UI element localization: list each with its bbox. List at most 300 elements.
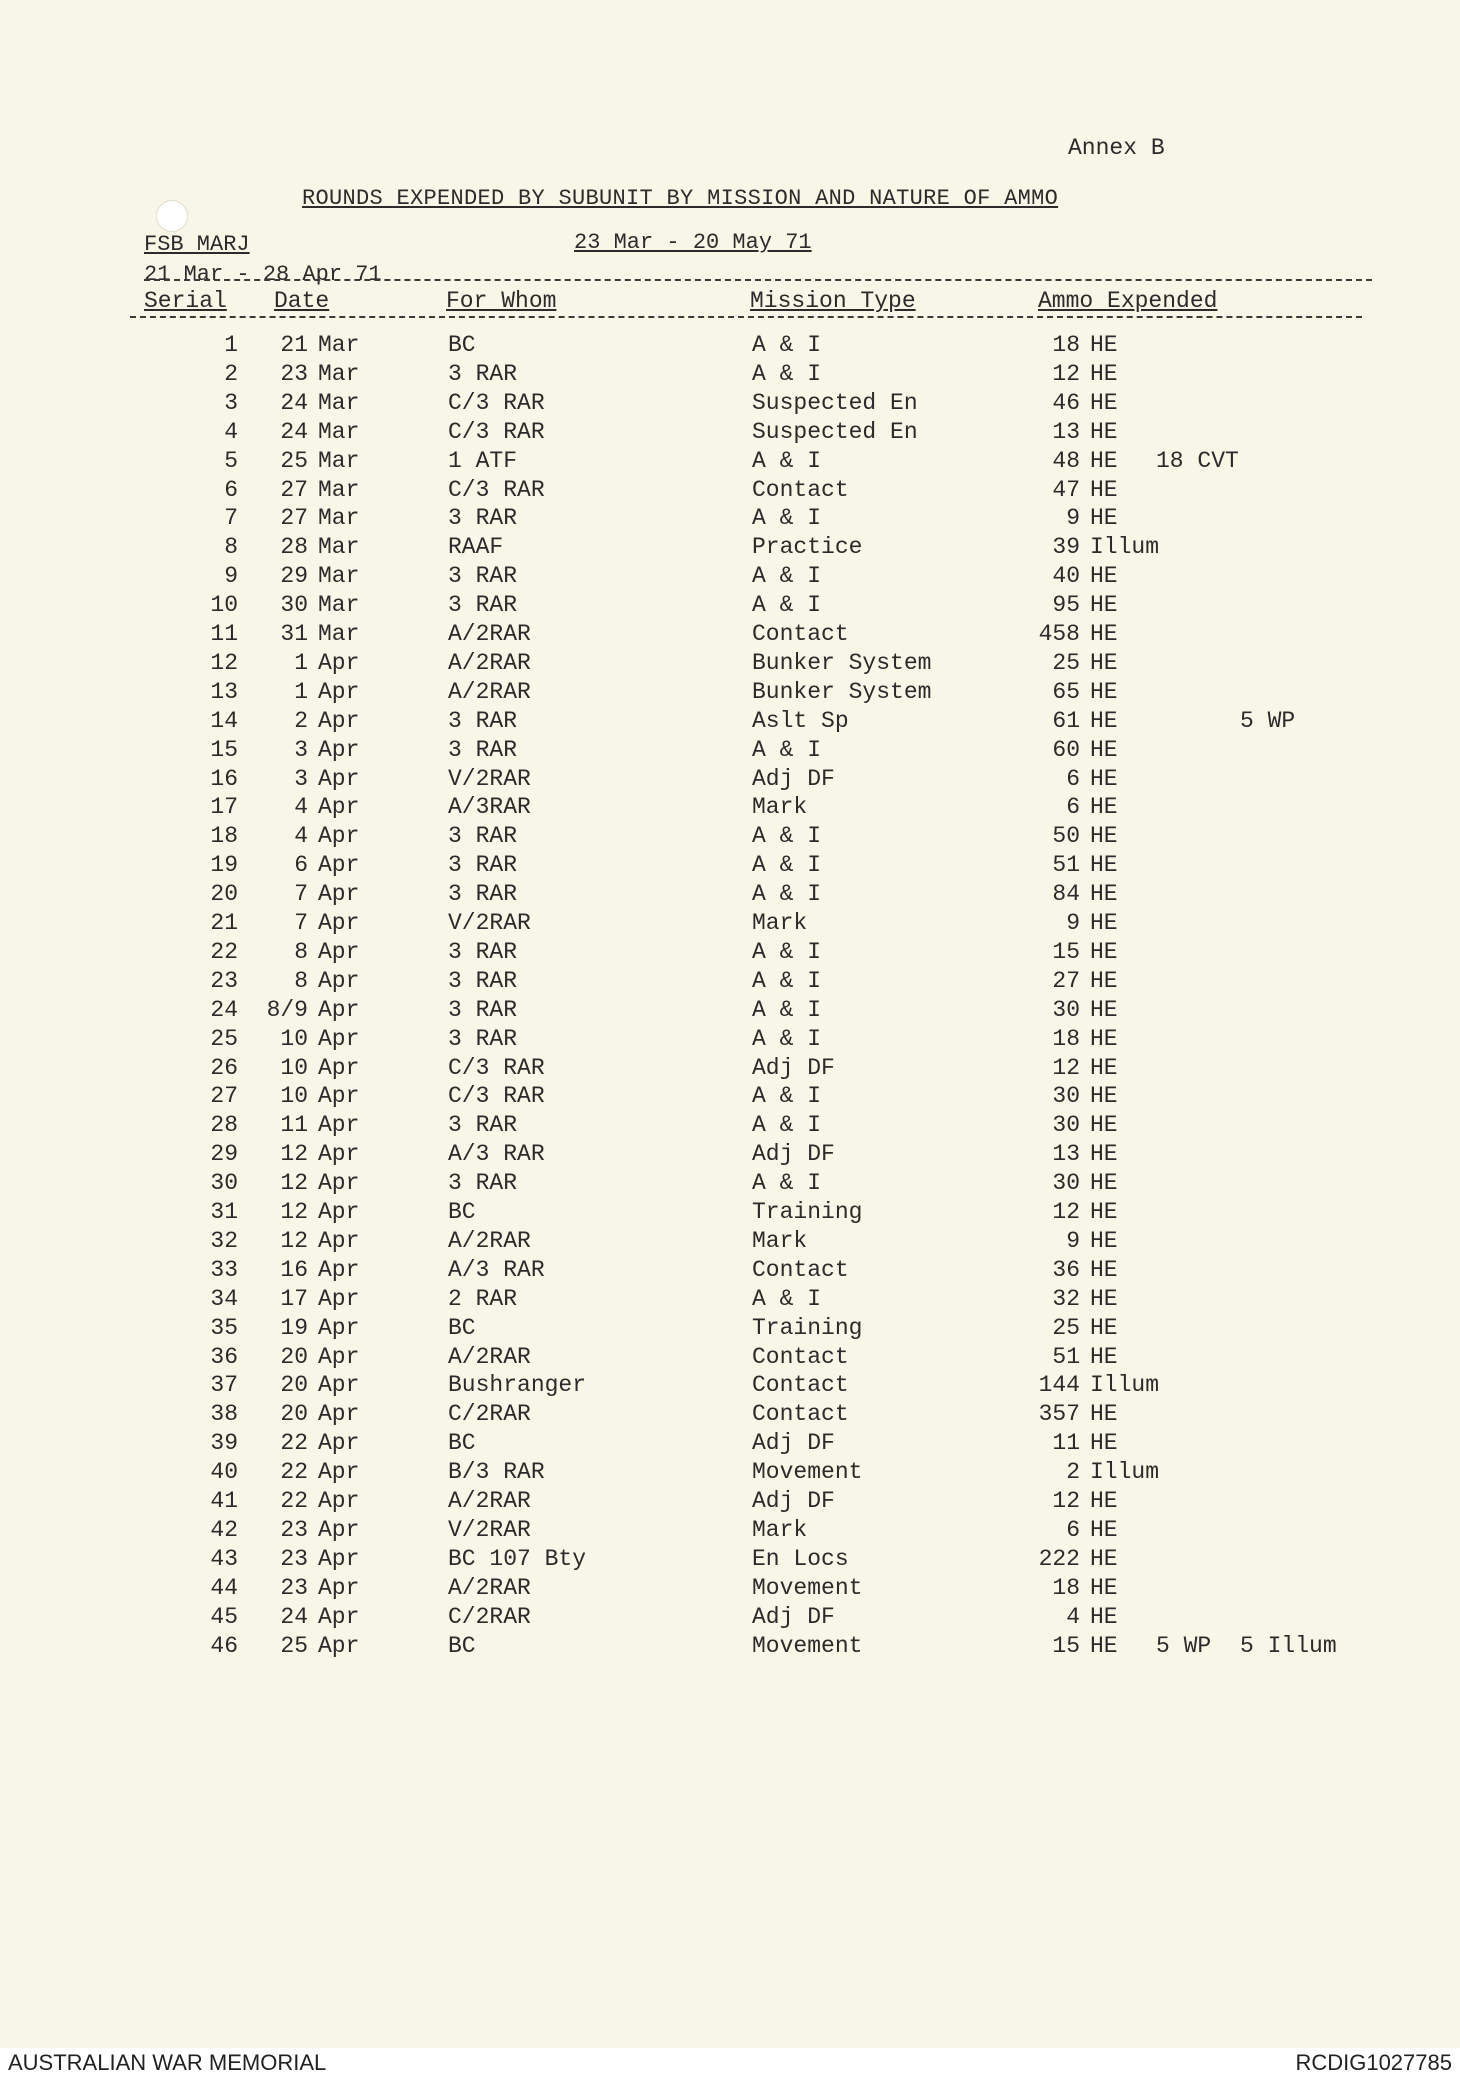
period-label: 23 Mar - 20 May 71 xyxy=(574,230,812,255)
row-round-count: 18 xyxy=(1052,332,1080,358)
row-month: Mar xyxy=(318,476,360,503)
row-day: 8/9 xyxy=(266,996,308,1023)
row-day: 1 xyxy=(294,649,308,676)
row-month: Apr xyxy=(318,996,360,1023)
row-round-count: 222 xyxy=(1038,1545,1080,1572)
table-row xyxy=(0,1286,1460,1315)
row-mission-type: A & I xyxy=(752,563,822,590)
table-row xyxy=(0,332,1460,361)
row-serial: 19 xyxy=(210,852,238,879)
row-for-whom: 3 RAR xyxy=(448,996,518,1023)
table-row xyxy=(0,1199,1460,1228)
row-day: 10 xyxy=(280,1025,308,1052)
row-round-count: 51 xyxy=(1052,1343,1080,1370)
row-serial: 46 xyxy=(210,1632,238,1659)
row-day: 28 xyxy=(280,534,308,561)
row-ammo-nature: HE xyxy=(1090,1256,1118,1283)
row-for-whom: C/3 RAR xyxy=(448,1083,545,1110)
row-month: Mar xyxy=(318,389,360,416)
row-round-count: 9 xyxy=(1066,1227,1080,1254)
row-for-whom: C/2RAR xyxy=(448,1401,531,1428)
row-for-whom: C/3 RAR xyxy=(448,476,545,503)
row-mission-type: Aslt Sp xyxy=(752,707,849,734)
table-row xyxy=(0,1112,1460,1141)
row-day: 17 xyxy=(280,1285,308,1312)
column-header-serial: Serial xyxy=(144,288,227,314)
row-ammo-nature: HE xyxy=(1090,1141,1118,1168)
row-serial: 20 xyxy=(210,881,238,908)
row-serial: 2 xyxy=(224,360,238,387)
table-row xyxy=(0,1546,1460,1575)
table-row xyxy=(0,1372,1460,1401)
row-round-count: 48 xyxy=(1052,447,1080,474)
sub-period-label: 21 Mar - 28 Apr 71 xyxy=(144,262,382,287)
row-ammo-nature: HE xyxy=(1090,505,1118,532)
row-serial: 4 xyxy=(224,418,238,445)
table-row xyxy=(0,1633,1460,1662)
row-day: 23 xyxy=(280,360,308,387)
row-for-whom: A/3 RAR xyxy=(448,1256,545,1283)
row-for-whom: BC 107 Bty xyxy=(448,1545,587,1572)
row-ammo-nature: HE xyxy=(1090,476,1118,503)
row-for-whom: BC xyxy=(448,1199,476,1225)
table-row xyxy=(0,1170,1460,1199)
table-row xyxy=(0,361,1460,390)
row-round-count: 4 xyxy=(1066,1603,1080,1630)
row-day: 27 xyxy=(280,476,308,503)
row-mission-type: Contact xyxy=(752,476,849,503)
row-day: 16 xyxy=(280,1256,308,1283)
row-month: Apr xyxy=(318,736,360,763)
row-mission-type: Adj DF xyxy=(752,1141,835,1168)
row-ammo-nature: HE xyxy=(1090,1488,1118,1514)
footer-source: AUSTRALIAN WAR MEMORIAL xyxy=(8,2050,327,2075)
row-mission-type: A & I xyxy=(752,447,822,474)
row-for-whom: A/2RAR xyxy=(448,1343,531,1370)
row-mission-type: A & I xyxy=(752,881,822,908)
row-month: Mar xyxy=(318,621,360,647)
row-round-count: 50 xyxy=(1052,823,1080,850)
table-row xyxy=(0,1055,1460,1084)
column-header-mission-type: Mission Type xyxy=(750,288,916,314)
annex-label: Annex B xyxy=(1068,135,1165,161)
row-round-count: 13 xyxy=(1052,1141,1080,1168)
row-serial: 37 xyxy=(210,1372,238,1399)
table-row xyxy=(0,592,1460,621)
header-rule-top xyxy=(144,279,1372,281)
row-round-count: 18 xyxy=(1052,1025,1080,1052)
table-row xyxy=(0,505,1460,534)
row-ammo-nature: Illum xyxy=(1090,1372,1160,1399)
row-mission-type: Mark xyxy=(752,1227,808,1254)
row-for-whom: 3 RAR xyxy=(448,1170,518,1197)
row-ammo-nature: HE xyxy=(1090,1314,1118,1341)
row-extra-ammo: 5 WP xyxy=(1156,1632,1212,1659)
table-row xyxy=(0,766,1460,795)
row-for-whom: C/3 RAR xyxy=(448,1054,545,1081)
row-month: Apr xyxy=(318,1054,360,1081)
table-row xyxy=(0,1315,1460,1344)
table-row xyxy=(0,1257,1460,1286)
row-mission-type: A & I xyxy=(752,996,822,1023)
row-serial: 28 xyxy=(210,1112,238,1139)
row-for-whom: RAAF xyxy=(448,534,504,561)
table-row xyxy=(0,939,1460,968)
row-for-whom: 3 RAR xyxy=(448,881,518,908)
row-serial: 12 xyxy=(210,649,238,676)
row-for-whom: BC xyxy=(448,332,476,358)
row-ammo-nature: HE xyxy=(1090,1401,1118,1428)
row-for-whom: BC xyxy=(448,1632,476,1659)
row-serial: 23 xyxy=(210,967,238,994)
row-month: Apr xyxy=(318,707,360,734)
row-serial: 35 xyxy=(210,1314,238,1341)
row-serial: 43 xyxy=(210,1545,238,1572)
row-day: 23 xyxy=(280,1574,308,1601)
row-mission-type: Adj DF xyxy=(752,1488,835,1514)
row-mission-type: Movement xyxy=(752,1574,863,1601)
row-mission-type: A & I xyxy=(752,332,822,358)
row-ammo-nature: HE xyxy=(1090,1430,1118,1457)
row-mission-type: Contact xyxy=(752,1256,849,1283)
table-row xyxy=(0,1141,1460,1170)
row-for-whom: BC xyxy=(448,1430,476,1457)
row-for-whom: A/2RAR xyxy=(448,1227,531,1254)
row-serial: 1 xyxy=(224,332,238,358)
row-round-count: 357 xyxy=(1038,1401,1080,1428)
row-serial: 34 xyxy=(210,1285,238,1312)
row-ammo-nature: HE xyxy=(1090,881,1118,908)
row-for-whom: V/2RAR xyxy=(448,1516,531,1543)
row-day: 3 xyxy=(294,736,308,763)
row-mission-type: Adj DF xyxy=(752,1603,835,1630)
row-ammo-nature: HE xyxy=(1090,360,1118,387)
row-ammo-nature: HE xyxy=(1090,967,1118,994)
row-extra-ammo: 18 CVT xyxy=(1156,447,1239,474)
row-mission-type: Suspected En xyxy=(752,418,918,445)
table-row xyxy=(0,968,1460,997)
row-day: 23 xyxy=(280,1545,308,1572)
row-month: Apr xyxy=(318,765,360,792)
row-month: Apr xyxy=(318,1227,360,1254)
row-round-count: 12 xyxy=(1052,1199,1080,1225)
table-row xyxy=(0,477,1460,506)
punch-hole xyxy=(156,200,188,232)
row-month: Apr xyxy=(318,1545,360,1572)
row-round-count: 65 xyxy=(1052,678,1080,705)
row-round-count: 60 xyxy=(1052,736,1080,763)
row-ammo-nature: HE xyxy=(1090,823,1118,850)
row-for-whom: 3 RAR xyxy=(448,1025,518,1052)
row-day: 2 xyxy=(294,707,308,734)
row-round-count: 11 xyxy=(1052,1430,1080,1457)
row-serial: 25 xyxy=(210,1025,238,1052)
row-ammo-nature: HE xyxy=(1090,1632,1118,1659)
row-extra-ammo-2: 5 Illum xyxy=(1240,1632,1337,1659)
row-for-whom: 3 RAR xyxy=(448,707,518,734)
row-month: Apr xyxy=(318,881,360,908)
row-for-whom: C/3 RAR xyxy=(448,418,545,445)
row-day: 10 xyxy=(280,1054,308,1081)
table-row xyxy=(0,621,1460,650)
row-serial: 13 xyxy=(210,678,238,705)
table-row xyxy=(0,1575,1460,1604)
row-round-count: 12 xyxy=(1052,1054,1080,1081)
row-mission-type: Training xyxy=(752,1199,863,1225)
row-mission-type: Adj DF xyxy=(752,765,835,792)
row-for-whom: Bushranger xyxy=(448,1372,587,1399)
row-day: 31 xyxy=(280,621,308,647)
row-day: 24 xyxy=(280,1603,308,1630)
row-for-whom: C/3 RAR xyxy=(448,389,545,416)
row-month: Apr xyxy=(318,1401,360,1428)
row-month: Apr xyxy=(318,1112,360,1139)
row-serial: 21 xyxy=(210,910,238,936)
row-ammo-nature: HE xyxy=(1090,621,1118,647)
row-ammo-nature: HE xyxy=(1090,447,1118,474)
row-ammo-nature: Illum xyxy=(1090,1459,1160,1486)
row-ammo-nature: HE xyxy=(1090,649,1118,676)
table-row xyxy=(0,910,1460,939)
header-rule-bottom xyxy=(130,316,1362,318)
row-day: 6 xyxy=(294,852,308,879)
row-month: Mar xyxy=(318,534,360,561)
row-round-count: 458 xyxy=(1038,621,1080,647)
row-serial: 42 xyxy=(210,1516,238,1543)
row-serial: 30 xyxy=(210,1170,238,1197)
row-month: Apr xyxy=(318,678,360,705)
row-serial: 33 xyxy=(210,1256,238,1283)
row-month: Apr xyxy=(318,1256,360,1283)
row-ammo-nature: HE xyxy=(1090,1227,1118,1254)
row-ammo-nature: HE xyxy=(1090,707,1118,734)
row-serial: 11 xyxy=(210,621,238,647)
row-mission-type: Practice xyxy=(752,534,863,561)
row-mission-type: Contact xyxy=(752,1343,849,1370)
row-month: Apr xyxy=(318,1343,360,1370)
row-day: 25 xyxy=(280,447,308,474)
row-mission-type: Mark xyxy=(752,910,808,936)
row-ammo-nature: HE xyxy=(1090,678,1118,705)
row-mission-type: Contact xyxy=(752,1372,849,1399)
row-day: 4 xyxy=(294,794,308,821)
row-mission-type: Movement xyxy=(752,1632,863,1659)
row-ammo-nature: HE xyxy=(1090,1285,1118,1312)
row-ammo-nature: HE xyxy=(1090,1574,1118,1601)
row-month: Apr xyxy=(318,1516,360,1543)
row-month: Apr xyxy=(318,938,360,965)
row-ammo-nature: HE xyxy=(1090,794,1118,821)
row-ammo-nature: HE xyxy=(1090,1054,1118,1081)
table-row xyxy=(0,563,1460,592)
row-ammo-nature: HE xyxy=(1090,1112,1118,1139)
row-day: 1 xyxy=(294,678,308,705)
row-month: Apr xyxy=(318,1141,360,1168)
row-mission-type: A & I xyxy=(752,592,822,619)
row-mission-type: A & I xyxy=(752,938,822,965)
row-day: 24 xyxy=(280,418,308,445)
row-ammo-nature: HE xyxy=(1090,996,1118,1023)
row-for-whom: A/3RAR xyxy=(448,794,531,821)
table-row xyxy=(0,881,1460,910)
row-for-whom: A/2RAR xyxy=(448,1488,531,1514)
row-mission-type: Bunker System xyxy=(752,678,932,705)
row-mission-type: Movement xyxy=(752,1459,863,1486)
row-serial: 10 xyxy=(210,592,238,619)
row-mission-type: A & I xyxy=(752,823,822,850)
table-row xyxy=(0,1430,1460,1459)
row-serial: 27 xyxy=(210,1083,238,1110)
row-month: Mar xyxy=(318,332,360,358)
row-day: 4 xyxy=(294,823,308,850)
row-month: Mar xyxy=(318,447,360,474)
row-ammo-nature: HE xyxy=(1090,389,1118,416)
row-for-whom: 3 RAR xyxy=(448,1112,518,1139)
row-for-whom: 3 RAR xyxy=(448,823,518,850)
row-ammo-nature: HE xyxy=(1090,938,1118,965)
row-for-whom: V/2RAR xyxy=(448,765,531,792)
row-for-whom: A/2RAR xyxy=(448,678,531,705)
row-day: 20 xyxy=(280,1343,308,1370)
table-row xyxy=(0,390,1460,419)
row-round-count: 18 xyxy=(1052,1574,1080,1601)
row-round-count: 30 xyxy=(1052,1083,1080,1110)
table-row xyxy=(0,1026,1460,1055)
row-round-count: 9 xyxy=(1066,505,1080,532)
row-mission-type: Adj DF xyxy=(752,1430,835,1457)
row-month: Apr xyxy=(318,1632,360,1659)
row-round-count: 40 xyxy=(1052,563,1080,590)
row-ammo-nature: HE xyxy=(1090,1516,1118,1543)
row-day: 19 xyxy=(280,1314,308,1341)
row-serial: 24 xyxy=(210,996,238,1023)
row-serial: 29 xyxy=(210,1141,238,1168)
row-mission-type: Adj DF xyxy=(752,1054,835,1081)
row-month: Mar xyxy=(318,505,360,532)
row-month: Apr xyxy=(318,1285,360,1312)
row-serial: 14 xyxy=(210,707,238,734)
table-row xyxy=(0,1459,1460,1488)
row-month: Apr xyxy=(318,1603,360,1630)
row-serial: 15 xyxy=(210,736,238,763)
row-for-whom: 3 RAR xyxy=(448,360,518,387)
location-label: FSB MARJ xyxy=(144,232,250,257)
row-month: Apr xyxy=(318,1430,360,1457)
table-row xyxy=(0,1604,1460,1633)
column-header-for-whom: For Whom xyxy=(446,288,557,314)
row-ammo-nature: Illum xyxy=(1090,534,1160,561)
row-round-count: 30 xyxy=(1052,996,1080,1023)
row-serial: 31 xyxy=(210,1199,238,1225)
row-round-count: 2 xyxy=(1066,1459,1080,1486)
table-row xyxy=(0,1401,1460,1430)
row-mission-type: Suspected En xyxy=(752,389,918,416)
row-month: Apr xyxy=(318,1083,360,1110)
row-for-whom: 3 RAR xyxy=(448,563,518,590)
table-row xyxy=(0,1517,1460,1546)
row-for-whom: 3 RAR xyxy=(448,967,518,994)
row-for-whom: A/2RAR xyxy=(448,1574,531,1601)
row-round-count: 15 xyxy=(1052,938,1080,965)
row-for-whom: B/3 RAR xyxy=(448,1459,545,1486)
row-day: 23 xyxy=(280,1516,308,1543)
row-mission-type: Contact xyxy=(752,1401,849,1428)
row-month: Apr xyxy=(318,794,360,821)
row-day: 29 xyxy=(280,563,308,590)
row-day: 10 xyxy=(280,1083,308,1110)
table-row xyxy=(0,1083,1460,1112)
row-day: 22 xyxy=(280,1430,308,1457)
row-day: 21 xyxy=(280,332,308,358)
row-round-count: 61 xyxy=(1052,707,1080,734)
row-day: 7 xyxy=(294,881,308,908)
row-round-count: 9 xyxy=(1066,910,1080,936)
table-row xyxy=(0,679,1460,708)
table-row xyxy=(0,794,1460,823)
row-for-whom: 3 RAR xyxy=(448,938,518,965)
row-ammo-nature: HE xyxy=(1090,1545,1118,1572)
row-month: Apr xyxy=(318,1025,360,1052)
row-day: 30 xyxy=(280,592,308,619)
row-round-count: 12 xyxy=(1052,1488,1080,1514)
row-mission-type: Bunker System xyxy=(752,649,932,676)
row-mission-type: A & I xyxy=(752,360,822,387)
row-ammo-nature: HE xyxy=(1090,852,1118,879)
row-mission-type: A & I xyxy=(752,1025,822,1052)
row-month: Apr xyxy=(318,823,360,850)
row-day: 12 xyxy=(280,1199,308,1225)
row-for-whom: 2 RAR xyxy=(448,1285,518,1312)
row-month: Apr xyxy=(318,1170,360,1197)
row-round-count: 27 xyxy=(1052,967,1080,994)
row-serial: 22 xyxy=(210,938,238,965)
row-round-count: 15 xyxy=(1052,1632,1080,1659)
row-ammo-nature: HE xyxy=(1090,592,1118,619)
row-mission-type: Training xyxy=(752,1314,863,1341)
row-month: Apr xyxy=(318,1459,360,1486)
table-row xyxy=(0,823,1460,852)
row-mission-type: A & I xyxy=(752,1285,822,1312)
row-mission-type: A & I xyxy=(752,1083,822,1110)
row-mission-type: Contact xyxy=(752,621,849,647)
row-month: Apr xyxy=(318,852,360,879)
row-month: Mar xyxy=(318,418,360,445)
row-extra-ammo-2: 5 WP xyxy=(1240,707,1296,734)
row-serial: 3 xyxy=(224,389,238,416)
row-month: Apr xyxy=(318,1314,360,1341)
row-day: 22 xyxy=(280,1459,308,1486)
row-mission-type: Mark xyxy=(752,794,808,821)
row-ammo-nature: HE xyxy=(1090,1199,1118,1225)
row-mission-type: A & I xyxy=(752,505,822,532)
row-round-count: 36 xyxy=(1052,1256,1080,1283)
row-serial: 16 xyxy=(210,765,238,792)
row-serial: 40 xyxy=(210,1459,238,1486)
row-round-count: 51 xyxy=(1052,852,1080,879)
footer-id: RCDIG1027785 xyxy=(1295,2050,1452,2075)
row-day: 12 xyxy=(280,1170,308,1197)
row-serial: 32 xyxy=(210,1227,238,1254)
row-round-count: 12 xyxy=(1052,360,1080,387)
row-round-count: 6 xyxy=(1066,765,1080,792)
row-serial: 26 xyxy=(210,1054,238,1081)
row-round-count: 144 xyxy=(1038,1372,1080,1399)
row-for-whom: A/3 RAR xyxy=(448,1141,545,1168)
row-for-whom: 3 RAR xyxy=(448,852,518,879)
row-round-count: 46 xyxy=(1052,389,1080,416)
row-day: 11 xyxy=(280,1112,308,1139)
row-ammo-nature: HE xyxy=(1090,563,1118,590)
